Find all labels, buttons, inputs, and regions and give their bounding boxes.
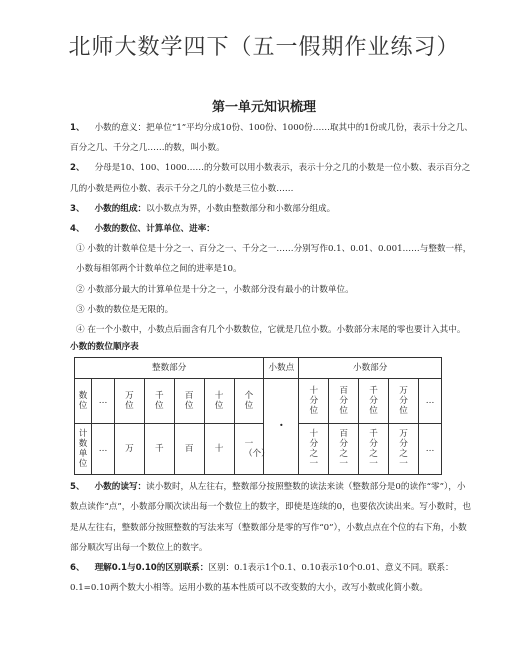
- unit-cell: 千: [144, 424, 174, 475]
- integer-part-header: 整数部分: [75, 358, 264, 379]
- item-2: 2、 分母是10、100、1000……的分数可以用小数表示，表示十分之几的小数是一位小数、表示百分之几的小数是两位小数、表示千分之几的小数是三位小数……: [70, 163, 471, 194]
- item-1: 1、 小数的意义：把单位“1”平均分成10份、100份、1000份……取其中的1份或几份，表示十分之几、百分之几、千分之几……的数，叫小数。: [70, 123, 473, 154]
- page-title: 北师大数学四下（五一假期作业练习）: [68, 35, 460, 60]
- unit-cell: 一（个）: [234, 424, 264, 475]
- decimal-part-header: 小数部分: [299, 358, 442, 379]
- unit-cell: 百: [174, 424, 204, 475]
- ellipsis-cell: …: [92, 424, 115, 475]
- ellipsis-cell: …: [419, 379, 442, 424]
- place-cell: 百分位: [329, 379, 359, 424]
- place-cell: 千位: [144, 379, 174, 424]
- subitem-4: ④ 在一个小数中，小数点后面含有几个小数数位，它就是几位小数。小数部分末尾的零也要计入其中。: [76, 325, 466, 336]
- item-3: 3、 小数的组成：以小数点为界，小数由整数部分和小数部分组成。: [70, 203, 336, 214]
- place-cell: 百位: [174, 379, 204, 424]
- place-cell: 万位: [115, 379, 145, 424]
- content: [70, 118, 474, 598]
- ellipsis-cell: …: [92, 379, 115, 424]
- unit-cell: 百分之一: [329, 424, 359, 475]
- subitem-3: ③ 小数的数位是无限的。: [76, 304, 174, 315]
- place-cell: 十位: [204, 379, 234, 424]
- place-cell: 个位: [234, 379, 264, 424]
- subitem-1: ① 小数的计数单位是十分之一、百分之一、千分之一……分别写作0.1、0.01、0.001……与整数一样，小数每相邻两个计数单位之间的进率是10。: [76, 244, 472, 275]
- table-caption: 小数的数位顺序表: [70, 342, 139, 353]
- place-cell: 十分位: [299, 379, 329, 424]
- unit-cell: 十分之一: [299, 424, 329, 475]
- item-5: 5、 小数的读写：读小数时，从左往右，整数部分按照整数的读法来读（整数部分是0的读作“零”），小数点读作“点”，小数部分顺次读出每一个数位上的数字，即使是连续的0，也要依次读出来。写小数时，也是从左往右，整数部分按照整数的写法来写（整数部分是零的写作“0”），小数点点在个位的右下角，小数部分顺次写出每一个数位上的数字。: [70, 482, 471, 553]
- item-4: 4、 小数的数位、计算单位、进率：: [70, 224, 215, 235]
- ellipsis-cell: …: [419, 424, 442, 475]
- subitem-2: ② 小数部分最大的计算单位是十分之一，小数部分没有最小的计数单位。: [76, 284, 354, 295]
- place-cell: 万分位: [389, 379, 419, 424]
- decimal-point-cell: ·: [264, 379, 299, 475]
- unit-cell: 万: [115, 424, 145, 475]
- point-header: 小数点: [264, 358, 299, 379]
- unit-cell: 千分之一: [359, 424, 389, 475]
- unit-cell: 万分之一: [389, 424, 419, 475]
- item-6: 6、 理解0.1与0.10的区别联系：区别：0.1表示1个0.1、0.10表示10个0.01、意义不同。联系：0.1=0.10两个数大小相等。运用小数的基本性质可以不改变数的大小，改写小数或化简小数。: [70, 563, 454, 594]
- place-value-table: [74, 357, 442, 475]
- section-heading: 第一单元知识梳理: [211, 100, 316, 115]
- row-label-place: 数位: [75, 379, 92, 424]
- place-cell: 千分位: [359, 379, 389, 424]
- row-label-unit: 计数单位: [75, 424, 92, 475]
- unit-cell: 十: [204, 424, 234, 475]
